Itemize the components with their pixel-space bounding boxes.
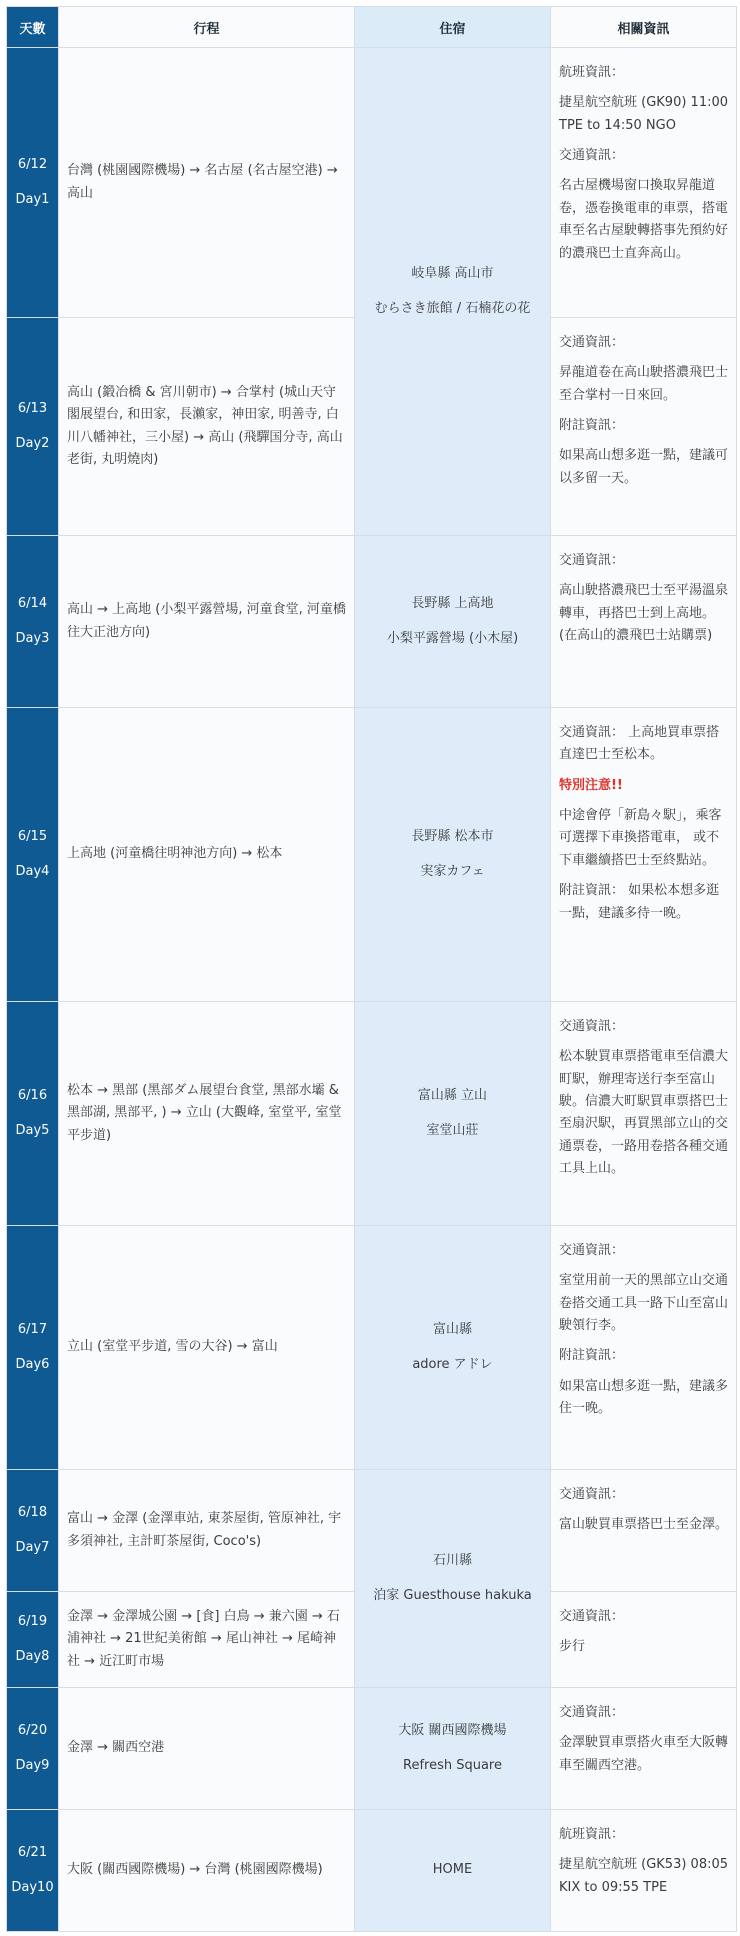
day-cell — [7, 708, 59, 1002]
accommodation-cell — [355, 708, 551, 1002]
date-label: 6/17 — [17, 1322, 48, 1338]
accommodation-name: adore アドレ — [412, 1356, 493, 1372]
info-label: 交通資訊： — [559, 553, 625, 568]
day-cell — [7, 1810, 59, 1932]
header-accommodation: 住宿 — [355, 7, 551, 48]
day-cell — [7, 1226, 59, 1470]
table-row — [7, 1470, 737, 1592]
date-label: 6/13 — [17, 401, 48, 417]
accommodation-name: むらさき旅館 / 石楠花の花 — [374, 300, 531, 316]
accommodation-cell — [355, 48, 551, 536]
itinerary-cell: 高山 (鍛冶橋 & 宮川朝市) → 合掌村 (城山天守閣展望台, 和田家，長瀨家，神田家, 明善寺, 白川八幡神社，三小屋) → 高山 (飛驒国分寺, 高山老街, 丸明燒肉) — [59, 318, 355, 536]
accommodation-location: 石川縣 — [432, 1553, 472, 1569]
info-text: 捷星航空航班 (GK90) 11:00 TPE to 14:50 NGO — [559, 95, 729, 133]
info-cell — [551, 1470, 737, 1592]
accommodation-location: 富山縣 — [432, 1322, 472, 1338]
accommodation-cell — [355, 1810, 551, 1932]
date-label: 6/20 — [17, 1723, 48, 1739]
info-text: 松本駛買車票搭電車至信濃大町駅，辦理寄送行李至富山駛。信濃大町駅買車票搭巴士至扇沢駅，再買黑部立山的交通票卷，一路用卷搭各種交通工具上山。 — [559, 1049, 729, 1177]
day-label: Day4 — [15, 863, 50, 879]
header-day: 天數 — [7, 7, 59, 48]
table-row — [7, 1226, 737, 1470]
day-label: Day3 — [15, 630, 50, 646]
info-cell — [551, 1592, 737, 1688]
info-label: 交通資訊： — [559, 1019, 625, 1034]
itinerary-cell: 立山 (室堂平步道, 雪の大谷) → 富山 — [59, 1226, 355, 1470]
day-label: Day5 — [15, 1122, 50, 1138]
accommodation-name: 泊家 Guesthouse hakuka — [373, 1587, 532, 1603]
itinerary-cell: 上高地 (河童橋往明神池方向) → 松本 — [59, 708, 355, 1002]
info-text: 捷星航空航班 (GK53) 08:05 KIX to 09:55 TPE — [559, 1857, 729, 1895]
info-label: 交通資訊： — [559, 1705, 625, 1720]
header-info: 相關資訊 — [551, 7, 737, 48]
day-label: Day2 — [15, 435, 50, 451]
info-label: 交通資訊： — [559, 1243, 625, 1258]
accommodation-name: Refresh Square — [403, 1757, 502, 1773]
accommodation-location: 大阪 關西國際機場 — [398, 1723, 507, 1739]
accommodation-name: 小梨平露營場 (小木屋) — [386, 630, 519, 646]
table-row — [7, 536, 737, 708]
info-text: 室堂用前一天的黑部立山交通卷搭交通工具一路下山至富山駛領行李。 — [559, 1273, 729, 1334]
info-label: 交通資訊： — [559, 335, 625, 350]
info-label: 航班資訊： — [559, 65, 625, 80]
date-label: 6/21 — [17, 1845, 48, 1861]
table-row — [7, 48, 737, 318]
info-label: 交通資訊： — [559, 148, 625, 164]
info-cell — [551, 48, 737, 318]
itinerary-cell: 金澤 → 關西空港 — [59, 1688, 355, 1810]
info-text: 附註資訊： 如果松本想多逛一點，建議多待一晚。 — [559, 883, 720, 921]
header-itinerary: 行程 — [59, 7, 355, 48]
date-label: 6/12 — [17, 157, 48, 173]
accommodation-cell — [355, 1002, 551, 1226]
accommodation-name: 室堂山莊 — [426, 1122, 479, 1138]
accommodation-location: 長野縣 上高地 — [411, 596, 494, 612]
info-cell — [551, 1688, 737, 1810]
date-label: 6/15 — [17, 829, 48, 845]
date-label: 6/16 — [17, 1088, 48, 1104]
info-text: 高山駛搭濃飛巴士至平湯溫泉轉車，再搭巴士到上高地。 (在高山的濃飛巴士站購票) — [559, 583, 729, 644]
itinerary-cell: 台灣 (桃園國際機場) → 名古屋 (名古屋空港) → 高山 — [59, 48, 355, 318]
day-label: Day1 — [15, 191, 50, 207]
info-text: 如果富山想多逛一點，建議多住一晚。 — [559, 1378, 729, 1417]
day-label: Day9 — [15, 1757, 50, 1773]
table-row — [7, 708, 737, 1002]
date-label: 6/18 — [17, 1505, 48, 1521]
accommodation-location: 岐阜縣 高山市 — [411, 266, 494, 282]
date-label: 6/14 — [17, 596, 48, 612]
info-text: 如果高山想多逛一點，建議可以多留一天。 — [559, 448, 729, 486]
accommodation-location: 長野縣 松本市 — [411, 829, 494, 845]
day-cell — [7, 318, 59, 536]
info-label: 附註資訊： — [559, 1348, 625, 1364]
day-label: Day7 — [15, 1539, 50, 1555]
info-text: 步行 — [559, 1639, 586, 1655]
warning-label: 特別注意!! — [559, 777, 623, 793]
itinerary-cell: 松本 → 黑部 (黑部ダム展望台食堂, 黑部水壩 & 黑部湖, 黑部平, ) → 立山 (大觀峰, 室堂平, 室堂平步道) — [59, 1002, 355, 1226]
info-text: 金澤駛買車票搭火車至大阪轉車至關西空港。 — [559, 1735, 729, 1773]
day-cell — [7, 1002, 59, 1226]
info-label: 交通資訊： — [559, 1487, 625, 1502]
info-cell — [551, 708, 737, 1002]
itinerary-table — [6, 6, 737, 1932]
accommodation-cell — [355, 1226, 551, 1470]
itinerary-cell: 富山 → 金澤 (金澤車站, 東茶屋街, 管原神社, 宇多須神社, 主計町茶屋街, Coco's) — [59, 1470, 355, 1592]
info-cell — [551, 1226, 737, 1470]
itinerary-cell: 大阪 (關西國際機場) → 台灣 (桃園國際機場) — [59, 1810, 355, 1932]
info-text: 名古屋機場窗口換取昇龍道卷，憑卷換電車的車票，搭電車至名古屋駛轉搭事先預約好的濃飛巴士直奔高山。 — [559, 178, 729, 261]
info-cell — [551, 318, 737, 536]
day-cell — [7, 1592, 59, 1688]
day-cell — [7, 1470, 59, 1592]
info-label: 航班資訊： — [559, 1827, 625, 1842]
accommodation-location: HOME — [432, 1862, 473, 1878]
day-label: Day10 — [11, 1879, 54, 1895]
accommodation-name: 実家カフェ — [420, 863, 485, 879]
day-label: Day6 — [15, 1356, 50, 1372]
info-text: 昇龍道卷在高山駛搭濃飛巴士至合掌村一日來回。 — [559, 365, 729, 403]
table-row — [7, 1810, 737, 1932]
accommodation-location: 富山縣 立山 — [417, 1088, 488, 1104]
accommodation-cell — [355, 536, 551, 708]
table-header-row — [7, 7, 737, 48]
date-label: 6/19 — [17, 1614, 48, 1630]
info-label: 交通資訊： — [559, 1609, 625, 1624]
day-label: Day8 — [15, 1648, 50, 1664]
day-cell — [7, 48, 59, 318]
accommodation-cell — [355, 1470, 551, 1688]
info-text: 中途會停「新島々駅」，乘客可選擇下車換搭電車， 或不下車繼續搭巴士至終點站。 — [559, 808, 722, 868]
info-text: 交通資訊： 上高地買車票搭直達巴士至松本。 — [559, 725, 720, 763]
itinerary-cell: 高山 → 上高地 (小梨平露營場, 河童食堂, 河童橋往大正池方向) — [59, 536, 355, 708]
table-row — [7, 1002, 737, 1226]
accommodation-cell — [355, 1688, 551, 1810]
itinerary-cell: 金澤 → 金澤城公園 → [食] 白鳥 → 兼六園 → 石浦神社 → 21世紀美術館 → 尾山神社 → 尾崎神社 → 近江町市場 — [59, 1592, 355, 1688]
day-cell — [7, 536, 59, 708]
info-text: 富山駛買車票搭巴士至金澤。 — [559, 1517, 729, 1533]
info-cell — [551, 1002, 737, 1226]
info-cell — [551, 536, 737, 708]
info-label: 附註資訊： — [559, 418, 625, 434]
day-cell — [7, 1688, 59, 1810]
table-row — [7, 1688, 737, 1810]
info-cell — [551, 1810, 737, 1932]
